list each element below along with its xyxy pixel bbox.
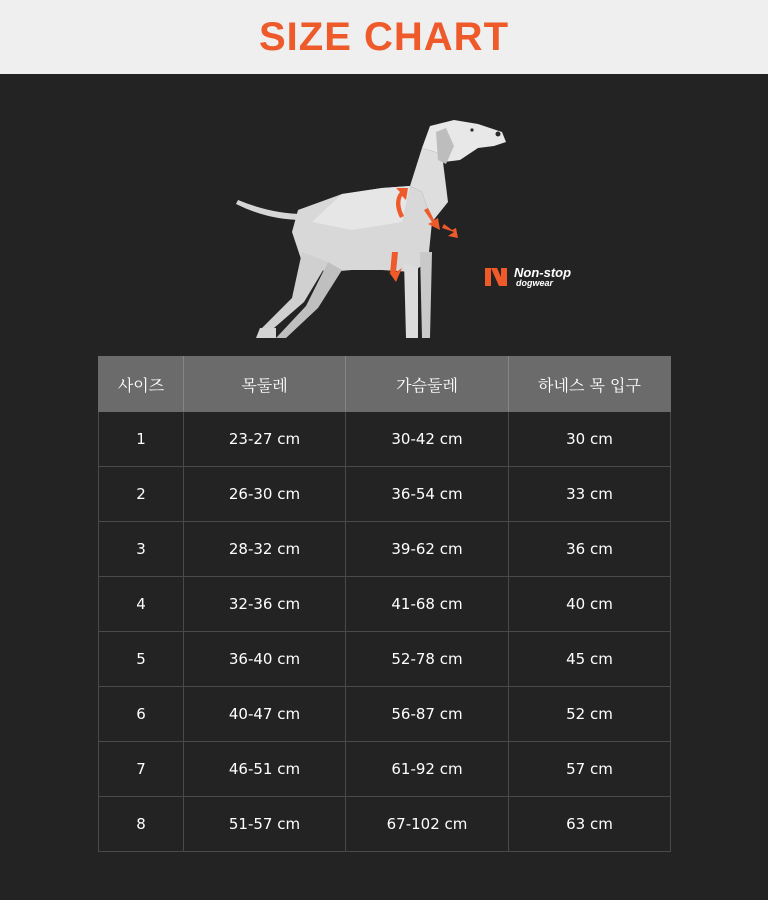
table-row — [99, 632, 671, 687]
neck-cell: 40-47 cm — [184, 687, 346, 742]
column-header-size: 사이즈 — [99, 357, 184, 412]
table-row — [99, 522, 671, 577]
size-cell: 2 — [99, 467, 184, 522]
page-title: SIZE CHART — [259, 14, 509, 59]
page-header — [0, 0, 768, 74]
dog-illustration-area — [0, 74, 768, 356]
size-cell: 3 — [99, 522, 184, 577]
harness-neck-cell: 36 cm — [509, 522, 671, 577]
size-cell: 4 — [99, 577, 184, 632]
chest-cell: 52-78 cm — [346, 632, 509, 687]
size-cell: 8 — [99, 797, 184, 852]
harness-neck-cell: 40 cm — [509, 577, 671, 632]
dog-measurement-illustration — [232, 102, 512, 342]
non-stop-logo-icon — [483, 264, 511, 290]
neck-cell: 36-40 cm — [184, 632, 346, 687]
neck-cell: 28-32 cm — [184, 522, 346, 577]
table-row — [99, 687, 671, 742]
neck-cell: 51-57 cm — [184, 797, 346, 852]
size-cell: 5 — [99, 632, 184, 687]
brand-subtitle: dogwear — [516, 278, 554, 288]
harness-neck-cell: 45 cm — [509, 632, 671, 687]
column-header-harness-neck-opening: 하네스 목 입구 — [509, 357, 671, 412]
brand-logo — [483, 264, 571, 290]
size-cell: 1 — [99, 412, 184, 467]
chest-cell: 67-102 cm — [346, 797, 509, 852]
chest-cell: 30-42 cm — [346, 412, 509, 467]
neck-cell: 46-51 cm — [184, 742, 346, 797]
chest-cell: 56-87 cm — [346, 687, 509, 742]
column-header-chest: 가슴둘레 — [346, 357, 509, 412]
chest-cell: 41-68 cm — [346, 577, 509, 632]
harness-neck-cell: 30 cm — [509, 412, 671, 467]
harness-neck-cell: 33 cm — [509, 467, 671, 522]
table-row — [99, 742, 671, 797]
table-row — [99, 412, 671, 467]
column-header-neck: 목둘레 — [184, 357, 346, 412]
neck-cell: 23-27 cm — [184, 412, 346, 467]
size-cell: 6 — [99, 687, 184, 742]
harness-neck-cell: 57 cm — [509, 742, 671, 797]
table-row — [99, 577, 671, 632]
harness-neck-cell: 52 cm — [509, 687, 671, 742]
table-row — [99, 797, 671, 852]
chest-cell: 39-62 cm — [346, 522, 509, 577]
chest-cell: 36-54 cm — [346, 467, 509, 522]
size-cell: 7 — [99, 742, 184, 797]
chest-cell: 61-92 cm — [346, 742, 509, 797]
table-header-row — [99, 357, 671, 412]
brand-name: Non-stop — [514, 265, 572, 280]
size-chart-table — [98, 356, 671, 852]
harness-neck-cell: 63 cm — [509, 797, 671, 852]
neck-cell: 32-36 cm — [184, 577, 346, 632]
neck-cell: 26-30 cm — [184, 467, 346, 522]
table-row — [99, 467, 671, 522]
